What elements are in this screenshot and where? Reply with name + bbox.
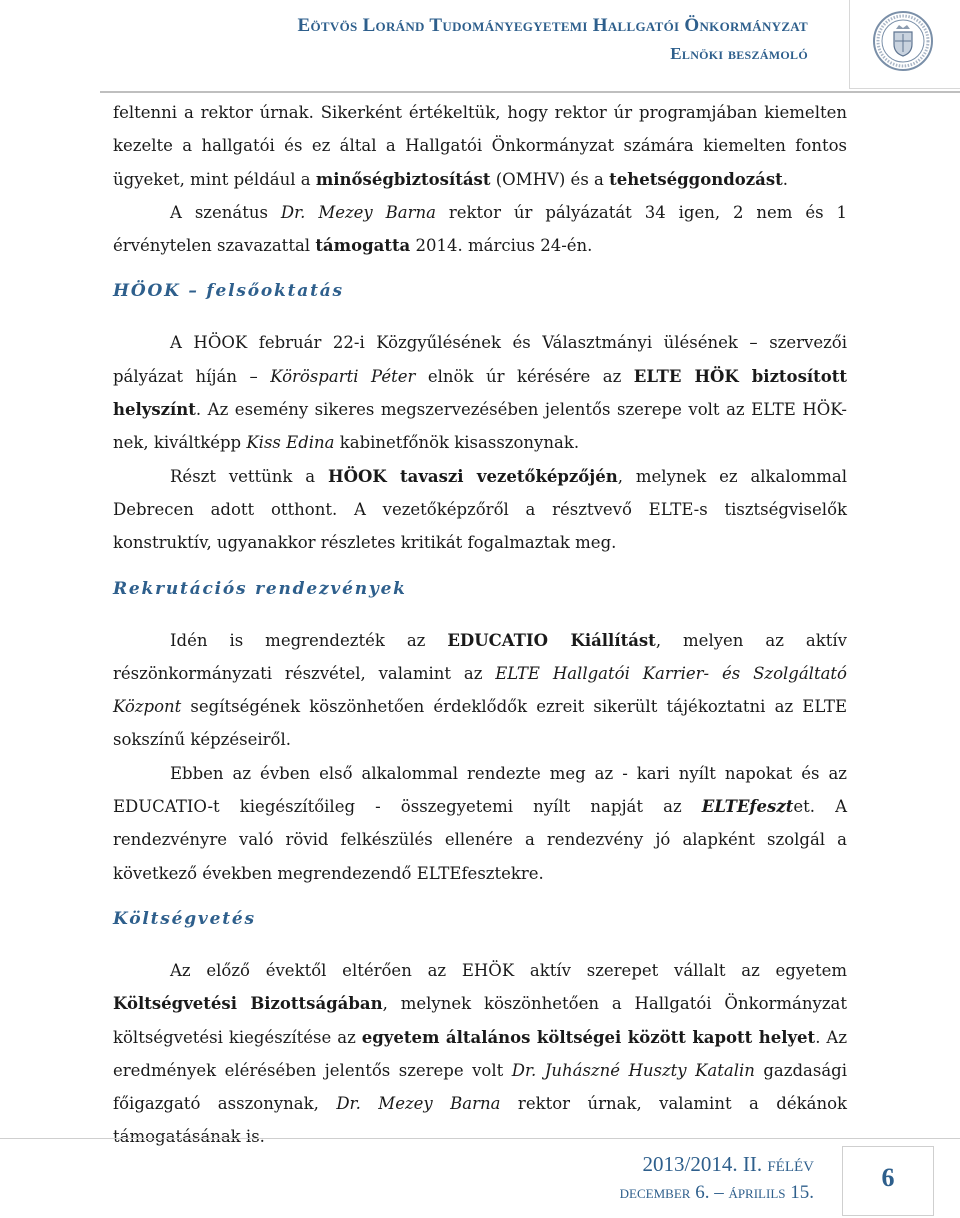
text-run: .: [782, 169, 788, 189]
text-run: elnök úr kérésére az: [415, 366, 634, 386]
text-run: Dr. Juhászné Huszty Katalin: [511, 1060, 755, 1080]
document-body: [113, 96, 847, 1154]
text-run: et. A rendezvényre való rövid felkészülés ellenére a rendezvény jó alapként szolgál a következő években megrendezendő ELTEfesztekre.: [113, 797, 847, 883]
university-seal-icon: [872, 10, 934, 72]
text-run: Az előző évektől eltérően az EHÖK aktív szerepet vállalt az egyetem: [170, 960, 847, 980]
text-run: kabinetfőnök kisasszonynak.: [334, 433, 580, 453]
text-run: Dr. Mezey Barna: [336, 1094, 501, 1114]
text-run: Dr. Mezey Barna: [280, 202, 436, 222]
header-divider: [100, 91, 960, 93]
text-run: Részt vettünk a: [170, 466, 328, 486]
text-run: Kiss Edina: [246, 433, 335, 453]
section-heading-koltsegvetes: Költségvetés: [113, 908, 256, 929]
text-run: , melynek köszönhetően a Hallgatói Önkormányzat költségvetési kiegészítése az: [113, 994, 847, 1047]
text-run: A HÖOK február 22-i Közgyűlésének és Választmányi ülésének – szervezői pályázat híján –: [113, 333, 847, 386]
text-run: tehetséggondozást: [609, 169, 783, 189]
paragraph: [113, 326, 847, 459]
page-footer: [0, 1138, 960, 1218]
text-run: ELTE HÖK biztosított helyszínt: [113, 366, 847, 420]
text-run: . Az eredmények elérésében jelentős szerepe volt: [113, 1027, 848, 1080]
header-title: Eötvös Loránd Tudományegyetemi Hallgatói Önkormányzat: [297, 15, 808, 36]
page-header: [0, 0, 960, 90]
section-heading-hook: HÖOK – felsőoktatás: [113, 281, 344, 302]
section-heading-rekrutacio: Rekrutációs rendezvények: [113, 578, 407, 599]
paragraph: [113, 196, 847, 263]
text-run: támogatta: [315, 236, 411, 256]
page-number-box: [842, 1146, 934, 1216]
page-number: 6: [881, 1163, 895, 1192]
text-run: feltenni a rektor úrnak. Sikerként értékeltük, hogy rektor úr programjában kiemelten kezelte a hallgatói és ez által a Hallgatói Önkormányzat számára kiemelten fontos ügyeket, mint például a: [113, 103, 847, 189]
footer-date-range: december 6. – áprilils 15.: [619, 1182, 814, 1203]
paragraph: [113, 460, 847, 560]
text-run: Költségvetési Bizottságában: [113, 994, 383, 1014]
paragraph: [113, 624, 847, 757]
paragraph: [113, 96, 847, 196]
text-run: HÖOK tavaszi vezetőképzőjén: [327, 466, 618, 486]
text-run: rektor úr pályázatát 34 igen, 2 nem és 1 érvénytelen szavazattal: [113, 202, 847, 256]
text-run: EDUCATIO Kiállítást: [447, 630, 656, 650]
text-run: , melyen az aktív részönkormányzati részvétel, valamint az: [113, 630, 847, 683]
text-run: Idén is megrendezték az: [170, 630, 448, 650]
text-run: Körösparti Péter: [270, 366, 416, 386]
footer-semester: 2013/2014. II. félév: [642, 1152, 814, 1176]
paragraph: [113, 757, 847, 890]
text-run: , melynek ez alkalommal Debrecen adott otthont. A vezetőképzőről a résztvevő ELTE-s tisztségviselők konstruktív, ugyanakkor részletes kritikát fogalmaztak meg.: [113, 466, 848, 553]
header-subtitle: Elnöki beszámoló: [670, 44, 808, 63]
text-run: ELTE Hallgatói Karrier- és Szolgáltató Központ: [113, 663, 847, 717]
text-run: Ebben az évben első alkalommal rendezte meg az - kari nyílt napokat és az EDUCATIO-t kiegészítőileg - összegyetemi nyílt napját az: [113, 763, 847, 817]
text-run: minőségbiztosítást: [315, 169, 491, 189]
seal-box: [849, 0, 960, 89]
text-run: . Az esemény sikeres megszervezésében jelentős szerepe volt az ELTE HÖK-nek, kiváltképp: [113, 400, 847, 453]
paragraph: [113, 954, 847, 1154]
text-run: 2014. március 24-én.: [410, 236, 593, 256]
text-run: rektor úrnak, valamint a dékánok támogatásának is.: [113, 1094, 848, 1147]
text-run: (OMHV) és a: [490, 169, 610, 189]
text-run: segítségének köszönhetően érdeklődők ezreit sikerült tájékoztatni az ELTE sokszínű képzéseiről.: [113, 697, 847, 750]
text-run: ELTEfeszt: [701, 797, 794, 817]
text-run: gazdasági főigazgató asszonynak,: [113, 1060, 847, 1114]
text-run: egyetem általános költségei között kapott helyet: [361, 1027, 816, 1047]
text-run: A szenátus: [170, 202, 281, 222]
